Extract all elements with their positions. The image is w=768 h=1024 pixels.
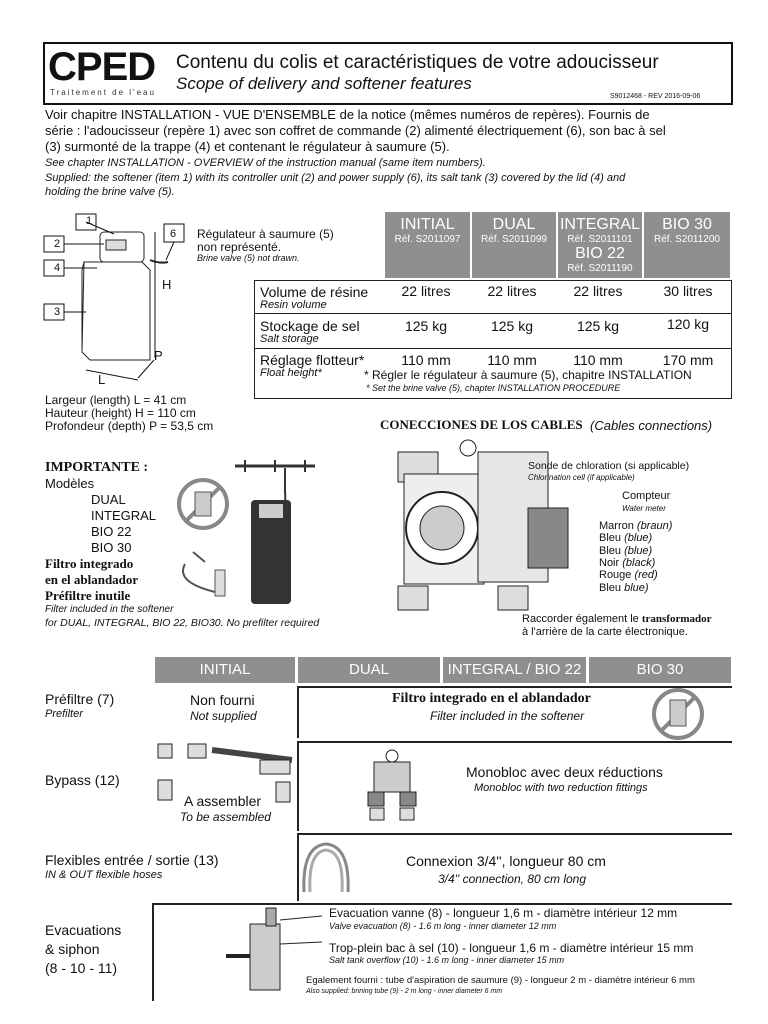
evac-label: Evacuations (45, 922, 122, 938)
wire-label: Bleu (blue) (599, 532, 653, 544)
transformer-note: Raccorder également le transformador (522, 613, 712, 625)
bypass-others-en: Monobloc with two reduction fittings (474, 782, 648, 794)
table-cell: 125 kg (576, 318, 620, 334)
transformer-note: à l'arrière de la carte électronique. (522, 626, 688, 638)
callout-6: 6 (170, 228, 177, 240)
float-note-en: * Set the brine valve (5), chapter INSTALLATION PROCEDURE (366, 383, 621, 393)
table-cell: 125 kg (404, 318, 448, 334)
hoses-others-en: 3/4'' connection, 80 cm long (438, 872, 587, 886)
model-item: BIO 22 (91, 524, 132, 539)
evac-label: & siphon (45, 941, 100, 957)
brine-note: Régulateur à saumure (5) (197, 227, 334, 241)
cables-title-en: (Cables connections) (590, 418, 713, 433)
important-title: IMPORTANTE : (45, 460, 149, 475)
model-item: INTEGRAL (91, 508, 157, 523)
hoses-label: Flexibles entrée / sortie (13) (45, 852, 219, 868)
evac-overflow-en: Salt tank overflow (10) - 1.6 m long - inner diameter 15 mm (329, 955, 565, 965)
evac-label: (8 - 10 - 11) (45, 960, 118, 976)
document-reference: S9012468 - REV 2016-09-06 (610, 93, 701, 100)
intro-line: série : l'adoucisseur (repère 1) avec son coffret de commande (2) alimenté électriquement (6), son bac à sel (45, 123, 666, 138)
table-cell: 110 mm (573, 352, 623, 368)
model-item: DUAL (91, 492, 126, 507)
prefilter-others: Filtro integrado en el ablandador (392, 691, 591, 706)
column-initial: INITIAL Réf. S2011097 (385, 212, 470, 278)
column-integral-bio22: INTEGRAL Réf. S2011101 BIO 22 Réf. S2011190 (558, 212, 642, 278)
wire-label: Bleu blue) (599, 582, 649, 594)
table-cell: 22 litres (401, 283, 451, 299)
installation-sketch-illustration (175, 452, 345, 612)
filtro-line: en el ablandador (45, 572, 139, 587)
dimension-h: H (162, 277, 172, 292)
evac-overflow: Trop-plein bac à sel (10) - longueur 1,6 m - diamètre intérieur 15 mm (329, 941, 694, 955)
meter-label: Compteur (622, 490, 671, 502)
chlorination-label-en: Chlorination cell (if applicable) (528, 473, 635, 482)
callout-3: 3 (54, 306, 61, 318)
bypass-initial-en: To be assembled (180, 810, 271, 824)
bypass-label: Bypass (12) (45, 772, 120, 788)
intro-line-en: See chapter INSTALLATION - OVERVIEW of the instruction manual (same item numbers). (45, 157, 486, 169)
evac-also-en: Also supplied: brining tube (9) - 2 m long - inner diameter 6 mm (306, 988, 503, 995)
row-label-salt: Stockage de sel (260, 318, 360, 334)
callout-1: 1 (86, 215, 93, 227)
intro-line: Voir chapitre INSTALLATION - VUE D'ENSEMBLE de la notice (mêmes numéros de repères). Fournis de (45, 107, 650, 122)
cables-title: CONECCIONES DE LOS CABLES (380, 417, 583, 432)
bypass-others: Monobloc avec deux réductions (466, 764, 663, 780)
dimension-height: Hauteur (height) H = 110 cm (45, 406, 196, 420)
hoses-sublabel: IN & OUT flexible hoses (45, 869, 163, 881)
table-cell: 170 mm (662, 352, 714, 368)
table-cell: 125 kg (490, 318, 534, 334)
row-sublabel-resin: Resin volume (260, 299, 327, 311)
callout-4: 4 (54, 262, 61, 274)
no-prefilter-icon (648, 686, 708, 744)
prefiltre-line: Préfiltre inutile (45, 588, 131, 603)
filter-note-en: Filter included in the softener (45, 604, 174, 615)
page-subtitle: Scope of delivery and softener features (176, 74, 472, 93)
table-cell: 30 litres (663, 283, 713, 299)
dimension-l: L (98, 372, 106, 387)
wire-label: Marron (braun) (599, 520, 673, 532)
flexible-hoses-icon (296, 836, 356, 898)
table-cell: 22 litres (487, 283, 537, 299)
product-col-initial: INITIAL (155, 657, 295, 683)
table-cell: 110 mm (401, 352, 451, 368)
prefilter-initial-en: Not supplied (190, 709, 257, 723)
logo: CPED (48, 45, 156, 89)
dimension-depth: Profondeur (depth) P = 53,5 cm (45, 419, 214, 433)
prefilter-sublabel: Prefilter (45, 708, 83, 720)
dimension-width: Largeur (length) L = 41 cm (45, 393, 187, 407)
column-dual: DUAL Réf. S2011099 (472, 212, 556, 278)
logo-subtitle: Traitement de l'eau (50, 88, 156, 97)
wire-label: Noir (black) (599, 557, 656, 569)
row-sublabel-salt: Salt storage (260, 333, 319, 345)
product-col-integral: INTEGRAL / BIO 22 (443, 657, 586, 683)
monobloc-icon (362, 746, 422, 826)
meter-label-en: Water meter (622, 504, 666, 513)
filtro-line: Filtro integrado (45, 556, 134, 571)
row-label-float: Réglage flotteur* (260, 352, 365, 368)
row-sublabel-float: Float height* (260, 367, 322, 379)
page-title: Contenu du colis et caractéristiques de votre adoucisseur (176, 52, 659, 73)
model-item: BIO 30 (91, 540, 132, 555)
models-label: Modèles (45, 476, 95, 491)
prefilter-initial: Non fourni (190, 692, 255, 708)
divider (254, 313, 732, 314)
filter-note-en: for DUAL, INTEGRAL, BIO 22, BIO30. No prefilter required (45, 617, 320, 629)
callout-2: 2 (54, 238, 61, 250)
float-note: * Régler le régulateur à saumure (5), chapitre INSTALLATION (364, 368, 692, 382)
column-bio30: BIO 30 Réf. S2011200 (644, 212, 730, 278)
product-col-bio30: BIO 30 (589, 657, 731, 683)
table-cell: 110 mm (487, 352, 537, 368)
product-col-dual: DUAL (298, 657, 440, 683)
hoses-others: Connexion 3/4'', longueur 80 cm (406, 853, 606, 869)
wire-label: Bleu (blue) (599, 545, 653, 557)
intro-line-en: Supplied: the softener (item 1) with its controller unit (2) and power supply (6), its salt tank (3) covered by the lid (4) and (45, 172, 626, 184)
prefilter-others-en: Filter included in the softener (430, 709, 585, 723)
brine-note: non représenté. (197, 240, 282, 254)
wire-label: Rouge (red) (599, 569, 658, 581)
evac-valve: Evacuation vanne (8) - longueur 1,6 m - diamètre intérieur 12 mm (329, 906, 678, 920)
table-cell: 120 kg (666, 316, 710, 332)
chlorination-label: Sonde de chloration (si applicable) (528, 460, 690, 472)
divider (254, 348, 732, 349)
brine-note-en: Brine valve (5) not drawn. (197, 253, 300, 263)
evac-also: Egalement fourni : tube d'aspiration de saumure (9) - longueur 2 m - diamètre intérieur 6 mm (306, 975, 695, 986)
row-label-resin: Volume de résine (260, 284, 369, 300)
prefilter-label: Préfiltre (7) (45, 691, 115, 707)
bypass-initial: A assembler (184, 793, 262, 809)
intro-line-en: holding the brine valve (5). (45, 186, 175, 198)
evac-valve-en: Valve evacuation (8) - 1.6 m long - inner diameter 12 mm (329, 921, 557, 931)
dimension-p: P (154, 348, 163, 363)
table-cell: 22 litres (573, 283, 623, 299)
intro-line: (3) surmonté de la trappe (4) et contenant le régulateur à saumure (5). (45, 139, 450, 154)
